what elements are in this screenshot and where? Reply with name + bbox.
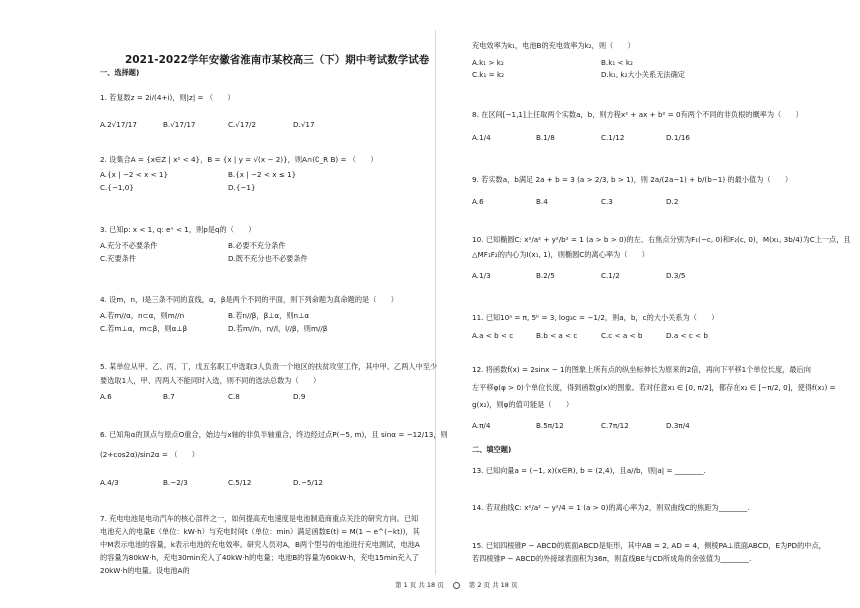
q2-option-a: A.{x | −2 < x < 1} <box>100 170 169 179</box>
page-separator-circle-icon <box>453 582 460 589</box>
question-13: 13. 已知向量a = (−1, x)(x∈R), b = (2,4)，且a//b，则|a| = ________. <box>472 466 706 475</box>
question-6-line-1: 6. 已知角α的顶点与原点O重合，始边与x轴的非负半轴重合，终边经过点P(−5, m)，且 sinα = −12/13，则 <box>100 430 448 439</box>
q10-option-a: A.1/3 <box>472 271 491 280</box>
q3-option-b: B.必要不充分条件 <box>228 241 286 250</box>
section-heading-choice: 一、选择题) <box>100 68 140 77</box>
question-12-line-1: 12. 将函数f(x) = 2sinx − 1的图象上所有点的纵坐标伸长为原来的2倍，再向下平移1个单位长度，最后向 <box>472 365 811 374</box>
question-4: 4. 设m，n，l是三条不同的直线，α，β是两个不同的平面，则下列命题为真命题的是（ ） <box>100 295 398 304</box>
q9-option-a: A.6 <box>472 197 484 206</box>
footer-page-left: 第 1 页 共 18 页 <box>395 581 444 589</box>
question-15-line-1: 15. 已知四棱锥P − ABCD的底面ABCD是矩形，其中AB = 2, AD = 4，侧棱PA⊥底面ABCD，E为PD的中点， <box>472 541 826 550</box>
q12-option-c: C.7π/12 <box>601 421 629 430</box>
q7-option-b: B.k₁ < k₂ <box>601 58 633 67</box>
q11-option-d: D.a < c < b <box>666 331 708 340</box>
q6-option-c: C.5/12 <box>228 478 252 487</box>
column-divider <box>435 30 436 575</box>
question-5-line-2: 要选取1人，甲、丙两人不能同时入选，则不同的选法总数为（ ） <box>100 376 321 385</box>
q8-option-c: C.1/12 <box>601 133 625 142</box>
q10-option-b: B.2/5 <box>536 271 555 280</box>
q12-option-d: D.3π/4 <box>666 421 690 430</box>
q8-option-a: A.1/4 <box>472 133 491 142</box>
q1-option-c: C.√17/2 <box>228 120 257 129</box>
q5-option-d: D.9 <box>293 392 306 401</box>
q4-option-d: D.若m//n，n//l，l//β，则m//β <box>228 324 328 333</box>
question-5-line-1: 5. 某单位从甲、乙、丙、丁，戊五名职工中选取3人负责一个地区的扶贫攻坚工作，其中甲、乙两人中至少 <box>100 362 438 371</box>
q3-option-c: C.充要条件 <box>100 254 137 263</box>
q8-option-d: D.1/16 <box>666 133 690 142</box>
question-11: 11. 已知10ᵃ = π, 5ᵇ = 3, log₃c = −1/2，则a，b，c的大小关系为（ ） <box>472 313 719 322</box>
q7-option-c: C.k₁ = k₂ <box>472 70 504 79</box>
q11-option-b: B.b < a < c <box>536 331 578 340</box>
q6-option-d: D.−5/12 <box>293 478 323 487</box>
q1-option-b: B.√17/17 <box>163 120 196 129</box>
q11-option-a: A.a < b < c <box>472 331 514 340</box>
question-10-line-1: 10. 已知椭圆C: x²/a² + y²/b² = 1 (a > b > 0)的左、右焦点分别为F₁(−c, 0)和F₂(c, 0)，M(x₁, 3b/4)为C上一点，且 <box>472 235 851 244</box>
page-footer <box>395 580 518 589</box>
question-10-line-2: △MF₁F₂的内心为I(x₁, 1)，则椭圆C的离心率为（ ） <box>472 250 649 259</box>
q4-option-b: B.若n//β，β⊥α，则n⊥α <box>228 311 310 320</box>
q10-option-d: D.3/5 <box>666 271 686 280</box>
question-15-line-2: 若四棱锥P − ABCD的外接球表面积为36π，则直线BE与CD所成角的余弦值为________. <box>472 554 752 563</box>
q7-option-d: D.k₁, k₂大小关系无法确定 <box>601 70 685 79</box>
exam-title: 2021-2022学年安徽省淮南市某校高三（下）期中考试数学试卷 <box>125 54 430 66</box>
q1-option-a: A.2√17/17 <box>100 120 137 129</box>
question-14: 14. 若双曲线C: x²/a² − y²/4 = 1 (a > 0)的离心率为2，则双曲线C的焦距为________. <box>472 503 750 512</box>
footer-page-right: 第 2 页 共 18 页 <box>468 581 518 589</box>
q6-option-a: A.4/3 <box>100 478 119 487</box>
q7-option-a: A.k₁ > k₂ <box>472 58 504 67</box>
question-7-continued: 充电效率为k₁，电池B的充电效率为k₂，则（ ） <box>472 41 635 50</box>
q9-option-c: C.3 <box>601 197 613 206</box>
q1-option-d: D.√17 <box>293 120 315 129</box>
q6-option-b: B.−2/3 <box>163 478 188 487</box>
q11-option-c: C.c < a < b <box>601 331 643 340</box>
q4-option-c: C.若m⊥α，m⊂β，则α⊥β <box>100 324 188 333</box>
section-heading-fill: 二、填空题) <box>472 445 512 454</box>
question-9: 9. 若实数a，b满足 2a + b = 3 (a > 2/3, b > 1)，则 2a/(2a−1) + b/(b−1) 的最小值为（ ） <box>472 175 793 184</box>
q2-option-c: C.{−1,0} <box>100 183 134 192</box>
question-12-line-3: g(x₂)，则φ的值可能是（ ） <box>472 400 574 409</box>
q3-option-a: A.充分不必要条件 <box>100 241 158 250</box>
q8-option-b: B.1/8 <box>536 133 555 142</box>
q3-option-d: D.既不充分也不必要条件 <box>228 254 308 263</box>
q9-option-b: B.4 <box>536 197 548 206</box>
q5-option-b: B.7 <box>163 392 175 401</box>
question-8: 8. 在区间[−1,1]上任取两个实数a，b，则方程x² + ax + b² = 0有两个不同的非负根的概率为（ ） <box>472 110 803 119</box>
q2-option-b: B.{x | −2 < x ≤ 1} <box>228 170 297 179</box>
question-3: 3. 已知p: x < 1, q: eˣ < 1，则p是q的（ ） <box>100 225 256 234</box>
q2-option-d: D.{−1} <box>228 183 256 192</box>
q4-option-a: A.若m//α，n⊂α，则m//n <box>100 311 185 320</box>
q9-option-d: D.2 <box>666 197 679 206</box>
question-12-line-2: 左平移φ(φ > 0)个单位长度，得到函数g(x)的图象。若对任意x₁ ∈ [0, π/2]，都存在x₂ ∈ [−π/2, 0]，使得f(x₁) = <box>472 383 836 392</box>
q12-option-b: B.5π/12 <box>536 421 564 430</box>
question-1: 1. 若复数z = 2i/(4+i)，则|z| = （ ） <box>100 93 235 102</box>
q5-option-a: A.6 <box>100 392 112 401</box>
q5-option-c: C.8 <box>228 392 240 401</box>
q10-option-c: C.1/2 <box>601 271 620 280</box>
question-7: 7. 充电电池是电动汽车的核心部件之一，如何提高充电速度是电池制造商重点关注的研究方向。已知电池充入的电量E（单位：kW·h）与充电时间t（单位：min）满足函数E(t) = M(1 − e^(−kt))，其中M表示电池的容量，k表示电池的充电效率。研究人员对A，B两个型号的电池进行充电测试，电池A的容量为80kW·h，充电30min充入了40kW·h的电量；电池B的容量为60kW·h，充电15min充入了20kW·h的电量。设电池A的 <box>100 514 420 575</box>
question-2: 2. 设集合A = {x∈Z | x² < 4}，B = {x | y = √(x − 2)}，则A∩(∁_R B) = （ ） <box>100 155 378 164</box>
question-6-line-2: (2+cos2α)/sin2α = （ ） <box>100 450 199 459</box>
q12-option-a: A.π/4 <box>472 421 491 430</box>
